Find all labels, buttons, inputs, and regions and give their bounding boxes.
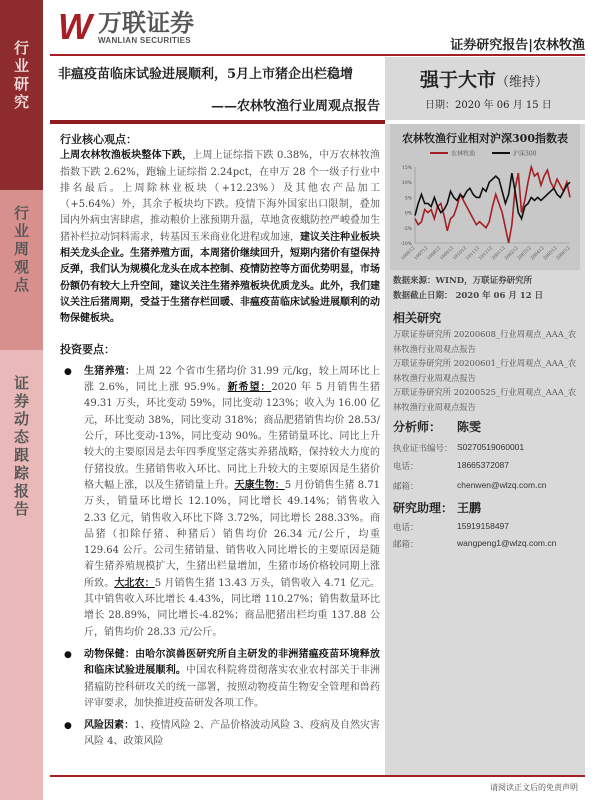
tel-row: [393, 460, 509, 472]
analyst-name: 陈雯: [457, 420, 482, 434]
x-tick-label: 200112: [491, 245, 507, 262]
x-tick-label: 191012: [452, 245, 469, 262]
y-tick-label: 10%: [401, 181, 412, 187]
x-tick-label: 191212: [478, 245, 494, 262]
rating-label: 强于大市: [420, 69, 497, 91]
mail-label: 邮箱：: [393, 540, 419, 550]
mail-value[interactable]: wangpeng1@wlzq.com.cn: [457, 538, 557, 548]
mail-value[interactable]: chenwen@wlzq.com.cn: [457, 480, 547, 490]
bullet-text: 上周 22 个省市生猪均价 31.99 元/kg，较上周环比上涨 2.6%，同比上涨 95.9%。: [84, 365, 380, 394]
tag-label: 证券动态跟踪报告: [12, 375, 30, 519]
chart-svg: [390, 124, 580, 270]
x-tick-label: 190612: [400, 245, 417, 262]
bullet-label: 风险因素：: [84, 720, 135, 732]
cert-label: 执业证书编号：: [393, 444, 453, 454]
core-lead: 上周农林牧渔板块整体下跌，: [60, 150, 193, 162]
bullet-text: 5 月销售生猪 13.43 万头，销售收入 4.71 亿元。其中销售收入环比增长 4.43%，同比增 110.27%；销售数量环比增长 28.89%，同比增长-4.82%；商品肥猪出栏均重 137.88 公斤，销售均价 28.33 元/公斤。: [84, 577, 380, 638]
logo-cn: 万联证券: [97, 10, 194, 37]
tel-value: 18665372087: [457, 460, 510, 470]
mail-row: [393, 480, 546, 492]
bullet-label: 动物保健：由哈尔滨兽医研究所自主研发的非洲猪瘟疫苗环境释放和临床试验进展顺利。: [84, 648, 380, 677]
tag-label: 行业周观点: [12, 205, 30, 295]
bullet-text: 中国农科院将贯彻落实农业农村部关于非洲猪瘟防控科研攻关的统一部署，按照动物疫苗生物安全管理和兽药评审要求，加快推进疫苗研发各项工作。: [84, 665, 381, 709]
company-name: 新希望：: [227, 382, 272, 394]
bullet-text: 5 月份销售生猪 8.71 万头，销量环比增长 12.10%，同比增长 49.14%；销售收入 2.33 亿元，销售收入环比下降 3.72%，同比增长 288.33%。商品猪（扣除仔猪、种猪后）销售均价 26.34 元/公斤，均重 129.64 公斤。公司生猪销量、销售收入同比增长的主要原因是随着生猪养殖规模扩大，生猪出栏量增加，生猪市场价格较同期上涨所致。: [84, 479, 381, 589]
data-cutoff: 数据截止日期： 2020 年 06 月 12 日: [393, 291, 544, 301]
mail2-row: [393, 538, 556, 550]
x-tick-label: 200212: [504, 245, 520, 262]
bullet-text: 2020 年 5 月销售生猪 49.31 万头，环比变动 59%，同比变动 123%；收入为 16.00 亿元，环比变动 38%，同比变动 318%；商品肥猪销售均价 28.53/公斤，环比变动-13%，同比变动 90%。生猪销量环比、同比上升较大的主要原因是去年四季度坚定落实养猪战略，保持较大力度的仔猪投放。生猪销售收入环比、同比上升较大的主要原因是生猪价格大幅上涨，以及生猪销量上升。: [84, 382, 381, 491]
rating: [420, 65, 548, 92]
y-tick-label: 0%: [404, 211, 412, 217]
logo-mark: W: [58, 6, 92, 47]
footer-divider: [50, 775, 585, 777]
report-category: 证券研究报告|农林牧渔: [450, 38, 585, 53]
sidebar-tag-tracking: [0, 350, 43, 800]
core-heading: 行业核心观点：: [60, 133, 137, 146]
bullet-label: 生猪养殖：: [84, 365, 136, 377]
invest-heading: 投资要点：: [60, 342, 115, 356]
core-conclusion: 建议关注种业板块相关龙头企业。生猪养殖方面，本周猪价继续回升，短期内猪价有望保持反弹，我们认为规模化龙头在成本控制、疫情防控等方面优势明显，市场份额仍有较大上升空间，建议关注生猪养殖板块优质龙头。此外，我们建议关注后猪周期，受益于生猪存栏回暖、非瘟疫苗临床试验进展顺利的动物保健板块。: [60, 231, 380, 325]
header-divider: [50, 54, 585, 56]
x-tick-label: 200412: [529, 245, 546, 262]
company-name: 大北农：: [114, 577, 155, 589]
y-tick-label: 15%: [401, 166, 412, 171]
bullet-pig: [60, 364, 380, 641]
analyst: [393, 418, 481, 435]
bullet-text: 1、疫情风险 2、产品价格波动风险 3、疫病及自然灾害风险 4、政策风险: [84, 720, 380, 748]
side-panel: [385, 124, 585, 775]
x-tick-label: 190712: [413, 245, 430, 262]
bullet-animal-health: [60, 647, 380, 712]
report-date: 日期：2020 年 06 月 15 日: [425, 100, 552, 111]
rating-sub: （维持）: [496, 75, 549, 90]
core-paragraph: [60, 148, 380, 327]
x-tick-label: 200612: [555, 245, 572, 262]
related-item[interactable]: 万联证券研究所 20200525_行业周观点_AAA_农林牧渔行业周观点报告: [393, 387, 577, 412]
company-logo: [58, 6, 194, 47]
data-source: 数据来源：WIND，万联证券研究所: [393, 276, 533, 286]
report-subtitle: ——农林牧渔行业周观点报告: [210, 99, 380, 114]
sidebar-tag-industry-research: [0, 0, 43, 190]
analyst-label: 分析师：: [393, 420, 442, 434]
x-tick-label: 200512: [542, 245, 559, 262]
y-tick-label: -5%: [403, 226, 412, 232]
mail-label: 邮箱：: [393, 482, 419, 492]
core-text: 上周上证综指下跌 0.38%，中万农林牧渔指数下跌 2.62%，跑输上证综指 2.24pct，在申万 28 个一级子行业中排名最后。上周除林业板块（+12.23%）及其他农产品加工（+5.64%）外，其余子板块均下跌。疫情下海外国家出口限制，叠加国内外病虫害肆虐，推动粮价上涨预期升温，草地贪夜蛾防控严峻叠加生猪补栏拉动饲料需求，转基因玉米商业化进程或加速，: [60, 150, 380, 243]
assistant-name: 王鹏: [457, 501, 482, 515]
main-content: [60, 128, 380, 751]
cert-row: [393, 442, 524, 454]
relative-index-chart: [390, 124, 580, 270]
assistant-label: 研究助理：: [393, 501, 454, 515]
related-heading: 相关研究: [393, 311, 442, 325]
tel-label: 电话：: [393, 523, 419, 533]
report-title: 非瘟疫苗临床试验进展顺利，5月上市猪企出栏稳增: [58, 67, 354, 82]
series-line-沪深300: [415, 173, 570, 219]
bullet-risk: [60, 718, 380, 751]
chart-title: 农林牧渔行业相对沪深300指数表: [402, 132, 568, 145]
section-bar: [50, 120, 385, 124]
assistant: [393, 499, 481, 516]
y-tick-label: -10%: [400, 242, 412, 247]
disclaimer-note: 请阅读正文后的免责声明: [490, 783, 578, 792]
tag-label: 行业研究: [12, 40, 30, 112]
x-tick-label: 190912: [439, 245, 456, 262]
x-tick-label: 190812: [426, 245, 443, 262]
tel-label: 电话：: [393, 462, 419, 472]
logo-en: WANLIAN SECURITIES: [97, 36, 191, 45]
y-tick-label: 5%: [404, 196, 412, 202]
x-tick-label: 191112: [465, 245, 481, 262]
sidebar-tag-weekly: [0, 190, 43, 350]
rating-box: [385, 57, 585, 120]
tel-value: 15919158497: [457, 521, 510, 531]
x-tick-label: 200312: [516, 245, 533, 262]
company-name: 天康生物：: [234, 479, 285, 491]
legend-label: 农林牧渔: [451, 150, 476, 158]
cert-value: S0270519060001: [457, 442, 525, 452]
related-item[interactable]: 万联证券研究所 20200601_行业周观点_AAA_农林牧渔行业周观点报告: [393, 358, 577, 383]
tel2-row: [393, 521, 509, 533]
related-item[interactable]: 万联证券研究所 20200608_行业周观点_AAA_农林牧渔行业周观点报告: [393, 329, 577, 354]
legend-label: 沪深300: [513, 150, 537, 158]
